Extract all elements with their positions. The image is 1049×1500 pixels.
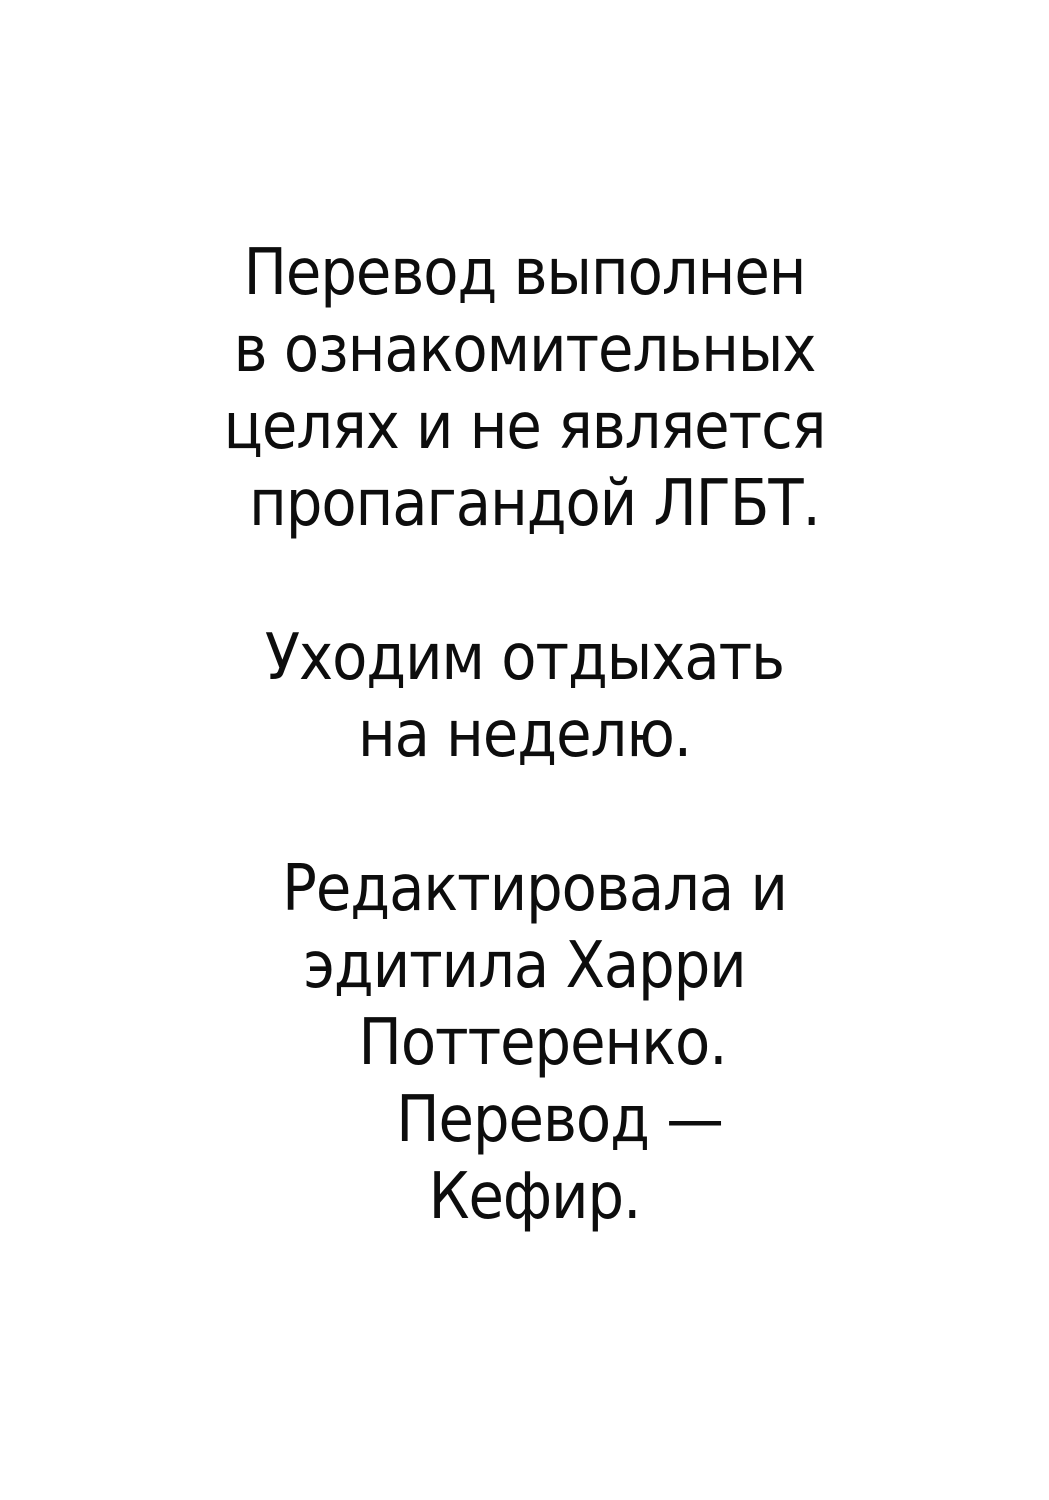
disclaimer-line: пропагандой ЛГБТ. xyxy=(249,467,820,541)
credits-line: Поттеренко. xyxy=(358,1006,727,1080)
credits-line: Редактировала и xyxy=(282,852,787,926)
credits-line: Кефир. xyxy=(428,1160,641,1234)
hiatus-line: на неделю. xyxy=(357,698,692,772)
credits-text-block xyxy=(0,235,1049,1236)
hiatus-paragraph xyxy=(0,620,1049,774)
disclaimer-line: Перевод выполнен xyxy=(243,236,806,310)
disclaimer-line: целях и не является xyxy=(223,390,826,464)
disclaimer-line: в ознакомительных xyxy=(233,313,816,387)
credits-line: эдитила Харри xyxy=(303,929,746,1003)
hiatus-line: Уходим отдыхать xyxy=(264,621,785,695)
credits-line: Перевод — xyxy=(396,1083,723,1157)
credits-paragraph xyxy=(0,851,1049,1236)
disclaimer-paragraph xyxy=(0,235,1049,543)
